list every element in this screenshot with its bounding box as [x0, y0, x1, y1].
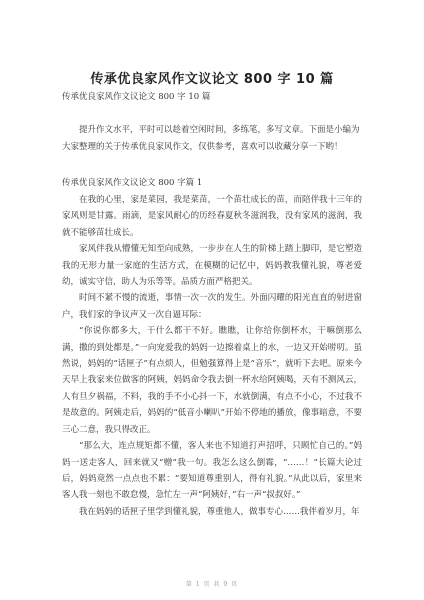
body-paragraph: 时间不紧不慢的流逝，事情一次一次的发生。外面闪耀的阳光直直的射进窗户，我们家的争议声又一次自逼耳际： — [62, 293, 362, 320]
body-paragraph: 家风伴我从懵懂无知至向成熟，一步步在人生的阶梯上踏上脚印，是它塑造我的无形力量一家庭的生活方式，在模糊的记忆中，妈妈教我懂礼貌，尊老爱幼，诚实守信，助人为乐等等。品质方面严格把关。 — [62, 244, 362, 288]
body-paragraph: “那么大，连点规矩都不懂，客人来也不知道打声招呼，只顾忙自己的。”妈妈一送走客人，回来就又“赠”我一句。我怎么这么倒霉，“……！”长篇大论过后，妈妈竟然一点点也不累：“要知道尊重别人，得有礼貌。”从此以后，家里来客人我一刻也不敢怠慢，急忙左一声“阿姨好，”右一声“叔叔好。” — [62, 441, 362, 501]
body-paragraph: 我在妈妈的话匣子里学到懂礼貌，尊重他人，做事专心……我伴着岁月，年 — [79, 506, 360, 517]
document-subtitle: 传承优良家风作文议论文 800 字 10 篇 — [62, 92, 211, 102]
section-heading: 传承优良家风作文议论文 800 字篇 1 — [62, 178, 203, 188]
essay-body — [62, 192, 362, 520]
page-footer: 第 1 页 共 9 页 — [185, 581, 239, 588]
body-paragraph: “你说你都多大，干什么都干不好。瞧瞧，让你给你倒杯水，干嘛倒那么满，撒的到处都是。”一向宠爱我的妈妈一边擦着桌上的水，一边又开始唠叨。虽然说，妈妈的“话匣子”有点烦人，但勉强算得上是“音乐”，就听下去吧。原来今天早上我家来位做客的阿姨，妈妈命令我去倒一杯水给阿姨喝，天有不测风云，人有旦夕祸福，不料，我的手不小心抖一下，水就倒满，有点不小心，不过我不是故意的。阿姨走后，妈妈的“低音小喇叭”开始不停地的播放，像事暗意，不要三心二意，我只得改正。 — [62, 326, 362, 435]
document-title: 传承优良家风作文议论文 800 字 10 篇 — [90, 72, 334, 87]
intro-paragraph: 提升作文水平，平时可以趁着空闲时间，多练笔，多写文章。下面是小编为大家整理的关于传承优良家风作文，仅供参考，喜欢可以收藏分享一下哟！ — [62, 125, 360, 152]
body-paragraph: 在我的心里，家是菜园，我是菜苗，一个苗壮成长的苗，而陪伴我十三年的家风则是甘露。雨滴，是家风耐心的历经春夏秋冬滋润我，没有家风的滋润，我就不能够苗壮成长。 — [62, 195, 362, 238]
